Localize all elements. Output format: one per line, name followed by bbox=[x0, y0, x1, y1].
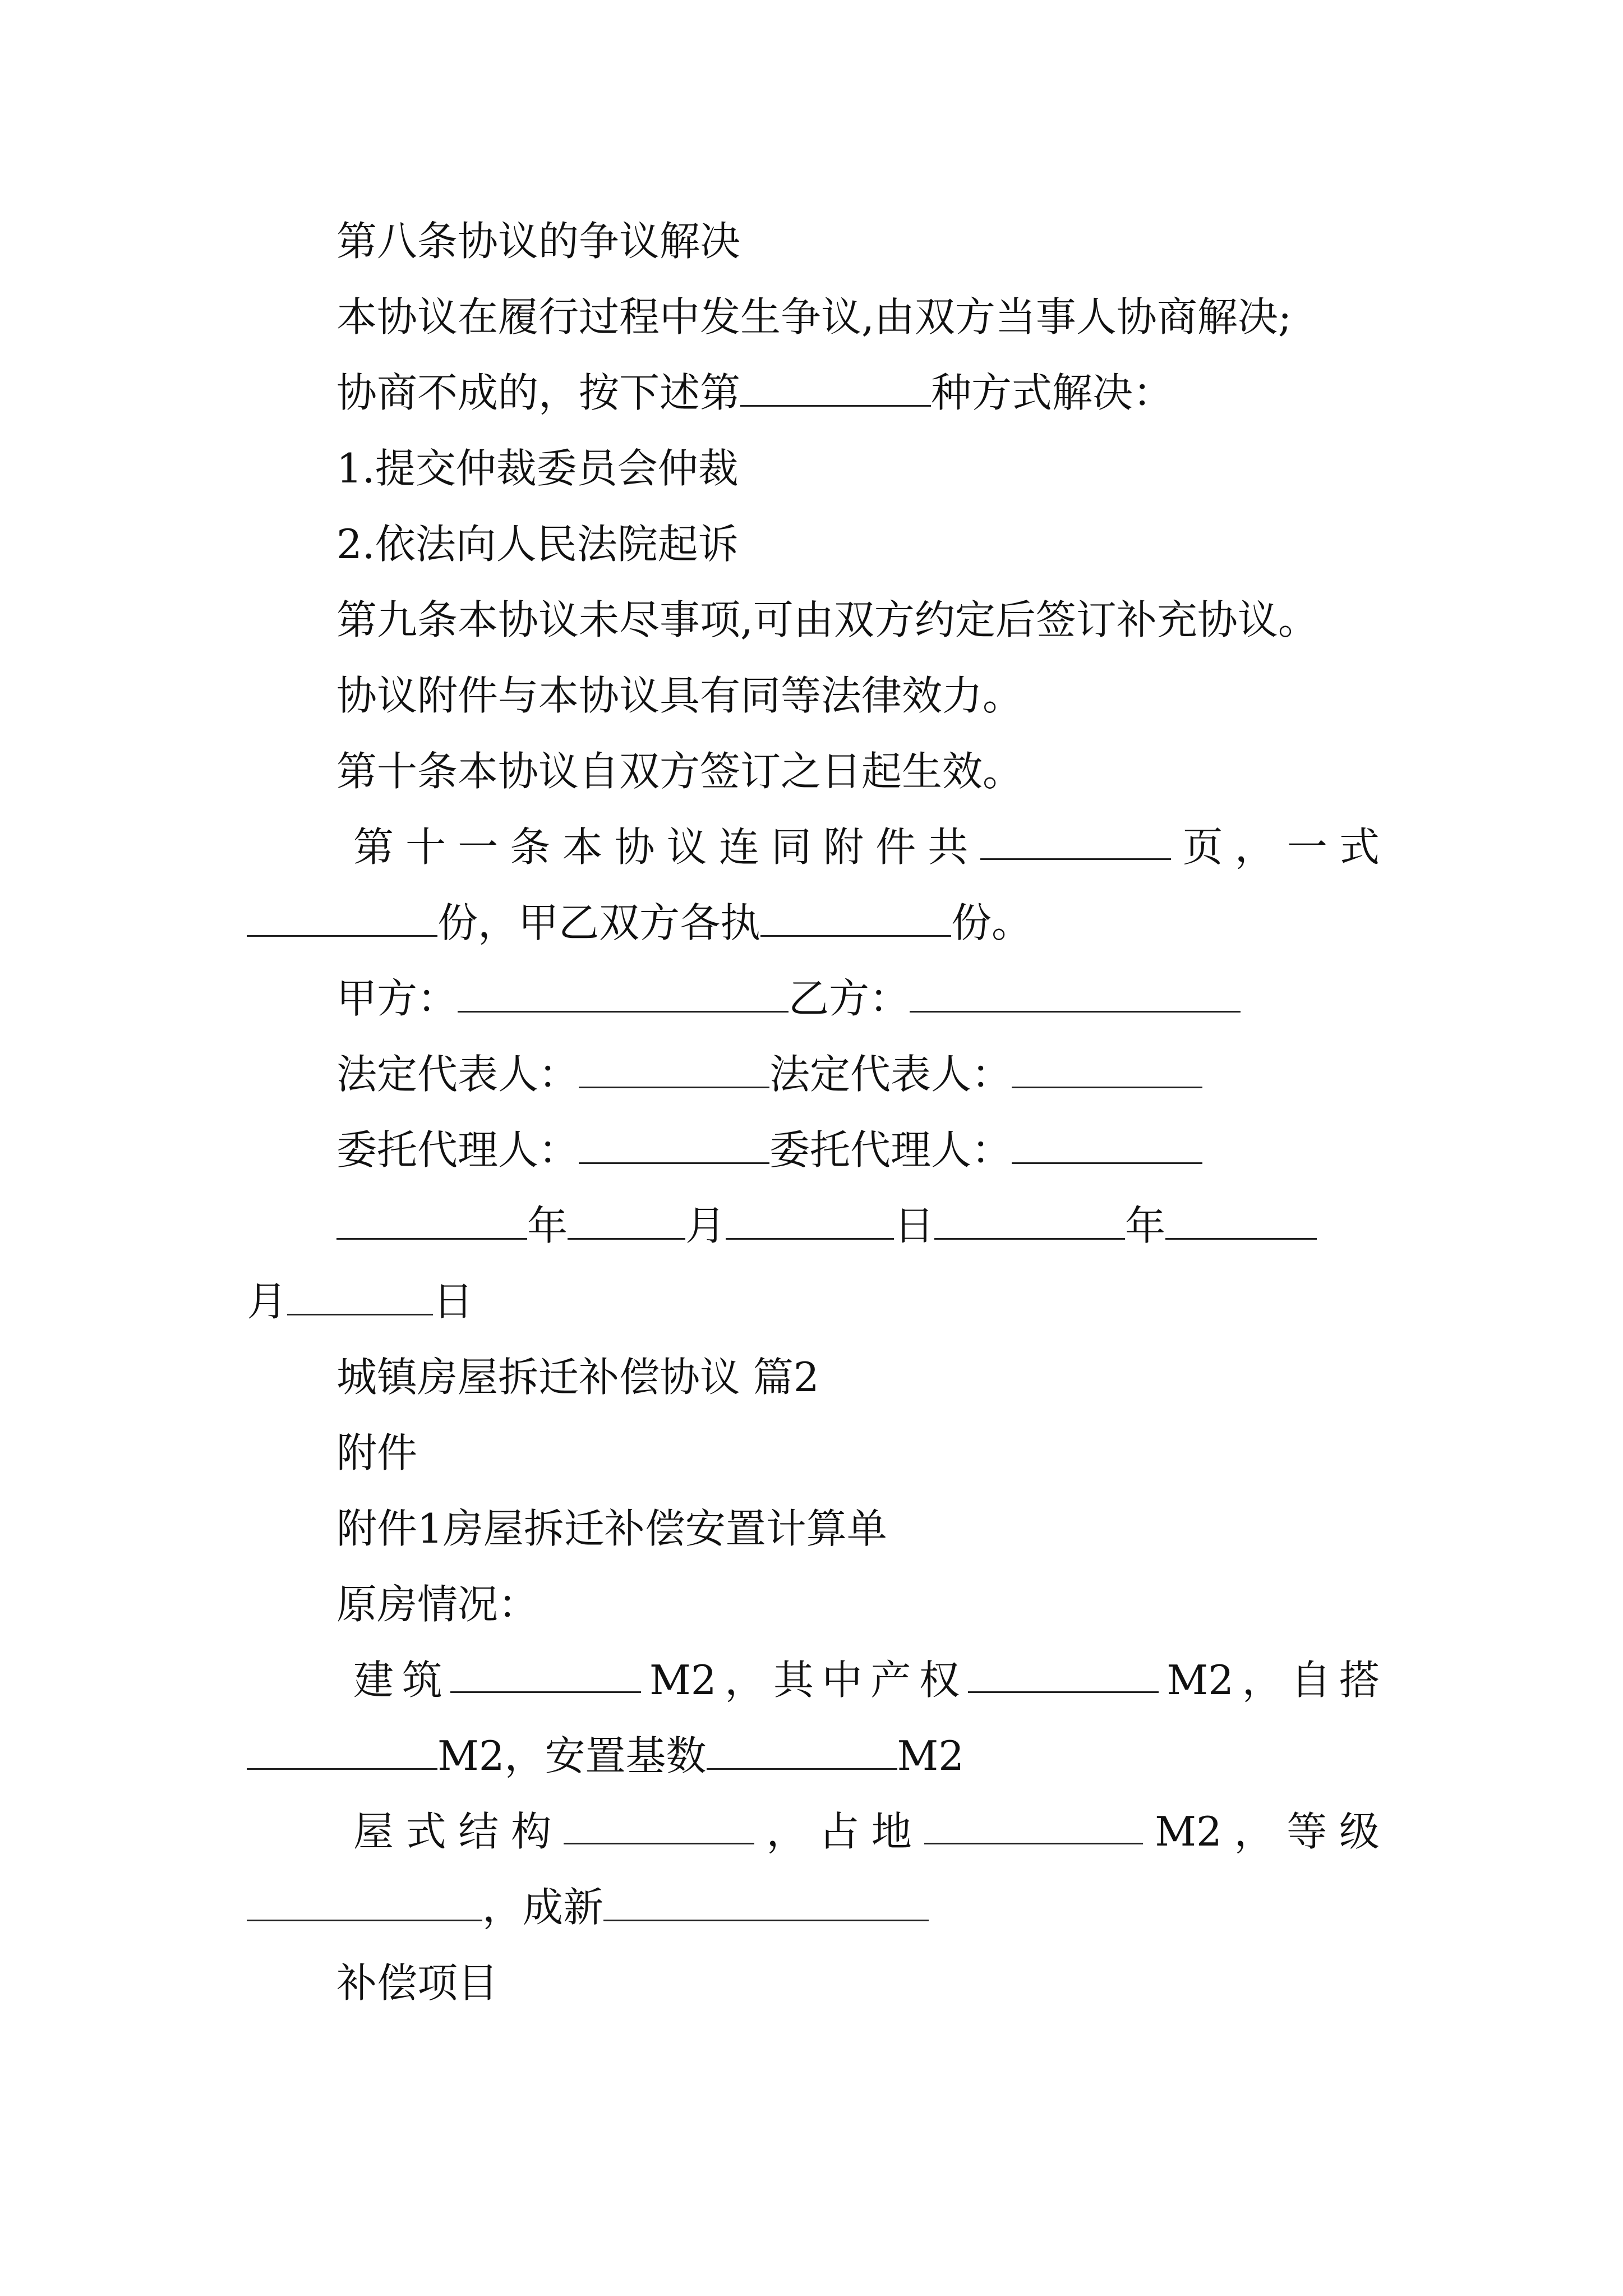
text-char: ， bbox=[1234, 1808, 1275, 1855]
original-house-heading: 原房情况： bbox=[336, 1581, 539, 1628]
text-char: 十 bbox=[405, 823, 446, 871]
text-char: 级 bbox=[1339, 1808, 1380, 1855]
text-char: 议 bbox=[666, 823, 707, 871]
text-char: 年 bbox=[527, 1202, 568, 1249]
text-char: ， bbox=[725, 1657, 766, 1704]
article-11-line-2 bbox=[247, 895, 1032, 951]
agent-a-label: 委托代理人： bbox=[336, 1126, 579, 1174]
text-char: ， bbox=[1242, 1657, 1283, 1704]
land-area-blank bbox=[924, 1803, 1143, 1844]
article-8-paragraph-2 bbox=[336, 365, 1173, 421]
text-char: 自 bbox=[1290, 1657, 1331, 1704]
text-char: 产 bbox=[870, 1657, 911, 1704]
article-9: 第九条本协议未尽事项,可由双方约定后签订补充协议。 bbox=[336, 596, 1318, 643]
text-char: 条 bbox=[510, 823, 551, 871]
structure-line-1 bbox=[353, 1803, 1380, 1860]
date-line-1 bbox=[336, 1198, 1317, 1254]
text-char: 式 bbox=[405, 1808, 446, 1855]
party-line bbox=[336, 970, 1241, 1027]
grade-blank bbox=[247, 1880, 482, 1921]
text-segment: 份。 bbox=[951, 899, 1032, 946]
legal-rep-line bbox=[336, 1046, 1202, 1102]
text-char: 搭 bbox=[1339, 1657, 1380, 1704]
area-line-1 bbox=[353, 1652, 1380, 1708]
annex-heading: 附件 bbox=[336, 1429, 418, 1476]
agent-a-blank bbox=[579, 1123, 769, 1164]
text-char: 第 bbox=[353, 823, 394, 871]
text-char: 结 bbox=[458, 1808, 499, 1855]
structure-blank bbox=[564, 1803, 754, 1844]
unit-m2: M2 bbox=[897, 1732, 965, 1779]
fill-blank-each bbox=[760, 896, 951, 937]
fill-blank-pages bbox=[980, 819, 1171, 860]
party-a-label: 甲方： bbox=[336, 975, 458, 1022]
agent-line bbox=[336, 1122, 1202, 1178]
text-char: 日 bbox=[894, 1202, 935, 1249]
building-area-blank bbox=[450, 1652, 641, 1693]
agent-b-blank bbox=[1012, 1123, 1202, 1164]
text-char: 连 bbox=[718, 823, 759, 871]
text-char: 中 bbox=[822, 1657, 863, 1704]
fill-blank-method bbox=[740, 366, 931, 407]
agent-b-label: 委托代理人： bbox=[769, 1126, 1012, 1174]
property-area-blank bbox=[968, 1652, 1159, 1693]
compensation-items-heading: 补偿项目 bbox=[336, 1959, 499, 2007]
self-built-area-blank bbox=[247, 1729, 437, 1770]
article-8-title: 第八条协议的争议解决 bbox=[336, 218, 741, 265]
year-blank-b bbox=[934, 1199, 1125, 1240]
option-2: 2.依法向人民法院起诉 bbox=[336, 521, 739, 568]
unit-m2: M2 bbox=[649, 1657, 717, 1704]
text-char: 式 bbox=[1339, 823, 1380, 871]
text-char: 地 bbox=[871, 1808, 912, 1855]
text-char: 建 bbox=[353, 1657, 394, 1704]
newness-blank bbox=[603, 1880, 929, 1921]
text-char: 年 bbox=[1125, 1202, 1166, 1249]
text-char: 共 bbox=[928, 823, 969, 871]
option-1: 1.提交仲裁委员会仲裁 bbox=[336, 445, 739, 492]
text-char: 一 bbox=[458, 823, 499, 871]
text-char: 其 bbox=[773, 1657, 814, 1704]
structure-line-2 bbox=[247, 1879, 929, 1935]
month-blank-a bbox=[568, 1199, 685, 1240]
year-blank-a bbox=[336, 1199, 527, 1240]
text-char: 件 bbox=[875, 823, 916, 871]
text-char: 筑 bbox=[402, 1657, 442, 1704]
legal-rep-b-label: 法定代表人： bbox=[769, 1051, 1012, 1098]
text-segment: M2，安置基数 bbox=[437, 1732, 707, 1779]
section-2-title: 城镇房屋拆迁补偿协议 篇2 bbox=[336, 1354, 819, 1401]
text-char: 占 bbox=[819, 1808, 860, 1855]
text-char: 权 bbox=[919, 1657, 960, 1704]
month-blank-b bbox=[1165, 1199, 1317, 1240]
text-char: 协 bbox=[614, 823, 655, 871]
legal-rep-b-blank bbox=[1012, 1047, 1202, 1088]
text-segment: 份，甲乙双方各执 bbox=[437, 899, 761, 946]
area-line-2 bbox=[247, 1728, 964, 1784]
text-char: 一 bbox=[1287, 823, 1327, 871]
date-line-2 bbox=[247, 1273, 473, 1329]
annex-1-title: 附件1房屋拆迁补偿安置计算单 bbox=[336, 1505, 887, 1552]
text-char: 同 bbox=[771, 823, 812, 871]
party-b-label: 乙方： bbox=[789, 975, 910, 1022]
fill-blank-copies bbox=[247, 896, 437, 937]
text-segment: ，成新 bbox=[482, 1884, 604, 1931]
text-char: 月 bbox=[685, 1202, 726, 1249]
annex-validity: 协议附件与本协议具有同等法律效力。 bbox=[336, 672, 1023, 719]
text-char: 构 bbox=[511, 1808, 552, 1855]
text-char: 日 bbox=[433, 1278, 474, 1325]
legal-rep-a-label: 法定代表人： bbox=[336, 1051, 579, 1098]
unit-m2: M2 bbox=[1155, 1808, 1222, 1855]
party-b-blank bbox=[910, 972, 1241, 1013]
text-char: 本 bbox=[562, 823, 603, 871]
text-char: 等 bbox=[1287, 1808, 1327, 1855]
text-segment: 协商不成的，按下述第 bbox=[336, 369, 741, 416]
text-char: 屋 bbox=[353, 1808, 394, 1855]
article-11-line-1 bbox=[353, 819, 1380, 875]
unit-m2: M2 bbox=[1166, 1657, 1234, 1704]
text-char: 附 bbox=[823, 823, 864, 871]
party-a-blank bbox=[458, 972, 789, 1013]
day-blank-a bbox=[726, 1199, 894, 1240]
article-8-paragraph-1: 本协议在履行过程中发生争议,由双方当事人协商解决; bbox=[336, 293, 1292, 341]
legal-rep-a-blank bbox=[579, 1047, 769, 1088]
text-segment: 种方式解决： bbox=[931, 369, 1174, 416]
resettle-base-blank bbox=[707, 1729, 897, 1770]
text-char: 月 bbox=[247, 1278, 288, 1325]
text-char: ， bbox=[1234, 823, 1275, 871]
article-10: 第十条本协议自双方签订之日起生效。 bbox=[336, 748, 1023, 795]
day-blank-b bbox=[287, 1274, 433, 1315]
text-char: 页 bbox=[1182, 823, 1223, 871]
text-char: ， bbox=[766, 1808, 807, 1855]
